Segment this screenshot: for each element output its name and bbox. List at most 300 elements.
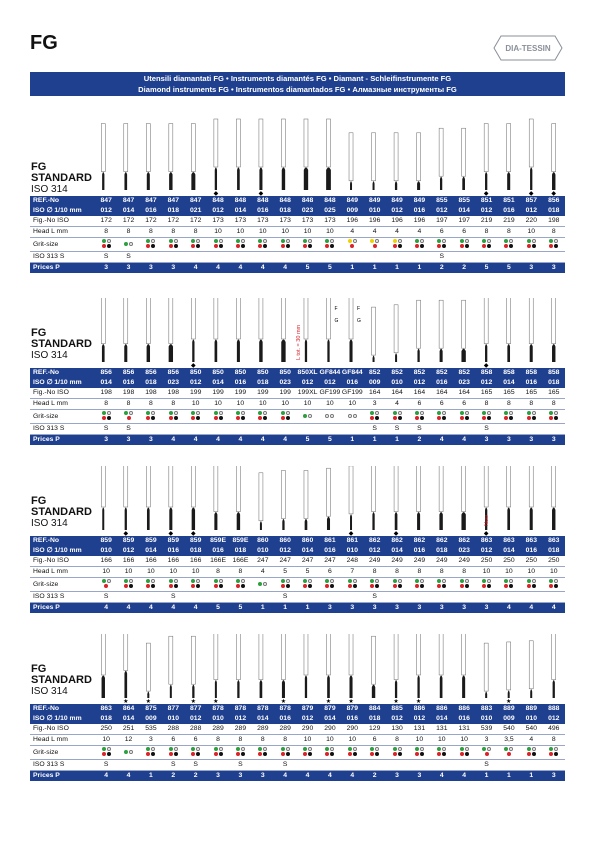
- spec-cell: [408, 252, 430, 263]
- grit-dot: [482, 579, 486, 583]
- bur-drawing: [326, 119, 331, 190]
- spec-cell: [319, 760, 341, 771]
- grit-dot: [348, 584, 352, 588]
- section-label-line: FG: [31, 495, 47, 507]
- spec-cell: 884: [364, 704, 386, 714]
- spec-cell: [229, 410, 251, 424]
- grit-dot: [281, 747, 285, 751]
- grit-dot: [460, 747, 464, 751]
- grit-dots: [415, 579, 424, 588]
- star-icon: ★: [393, 699, 399, 704]
- grit-dot: [241, 416, 245, 420]
- grit-dot: [549, 747, 553, 751]
- bur-drawing: [236, 634, 240, 698]
- grit-dot: [482, 416, 486, 420]
- spec-cell: [498, 592, 520, 603]
- grit-dots: [325, 747, 334, 756]
- spec-cell: 164: [364, 388, 386, 399]
- grit-dot: [241, 584, 245, 588]
- spec-cell: 5: [274, 567, 296, 578]
- grit-dot: [146, 752, 150, 756]
- grit-dots: [504, 411, 513, 420]
- spec-cell: 864: [117, 704, 139, 714]
- spec-cell: 10: [252, 399, 274, 410]
- bur-shank: [214, 634, 218, 680]
- grit-dot: [169, 752, 173, 756]
- spec-cell: 172: [185, 216, 207, 227]
- svg-text:DIA-TESSIN: DIA-TESSIN: [505, 44, 551, 53]
- spec-cell: 4: [364, 227, 386, 238]
- bur-head: [350, 514, 352, 530]
- bur-head: [147, 344, 150, 362]
- spec-cell: [252, 238, 274, 252]
- grit-dot: [263, 752, 267, 756]
- bur-drawing: [507, 466, 511, 530]
- spec-cell: [520, 424, 542, 435]
- spec-cell: 166: [95, 556, 117, 567]
- grit-dots: [482, 579, 491, 588]
- spec-cell: 018: [543, 546, 566, 556]
- bur-shank: [304, 634, 308, 675]
- bur-shank: [327, 468, 331, 516]
- bur-head: [417, 349, 419, 362]
- grit-dots: [124, 242, 133, 246]
- bur-shank: [124, 634, 128, 670]
- grit-dots: [527, 747, 536, 756]
- spec-cell: 249: [453, 556, 475, 567]
- grit-dots: [415, 747, 424, 756]
- grit-dot: [146, 579, 150, 583]
- bur-shank: [552, 124, 556, 172]
- bur-shank: [484, 124, 488, 172]
- bur-drawing: [304, 298, 308, 362]
- grit-dot: [129, 242, 133, 246]
- grit-dot: [485, 752, 489, 756]
- grit-dot: [151, 579, 155, 583]
- spec-cell: 012: [386, 206, 408, 216]
- spec-cell: 018: [364, 714, 386, 724]
- spec-cell: 8: [543, 735, 566, 746]
- grit-dot: [303, 747, 307, 751]
- spec-cell: 8: [117, 399, 139, 410]
- grit-dot: [353, 747, 357, 751]
- star-icon: ★: [145, 699, 152, 704]
- grit-dot: [527, 416, 531, 420]
- spec-cell: 289: [274, 724, 296, 735]
- spec-cell: [229, 252, 251, 263]
- grit-dot: [191, 579, 195, 583]
- spec-cell: 249: [408, 556, 430, 567]
- grit-dot: [303, 579, 307, 583]
- grit-dot: [527, 411, 531, 415]
- spec-cell: 220: [520, 216, 542, 227]
- spec-cell: [229, 592, 251, 603]
- bur-drawing: [191, 124, 195, 190]
- grit-dot: [303, 239, 307, 243]
- spec-cell: 540: [520, 724, 542, 735]
- bur-shank: [169, 124, 173, 172]
- spec-cell: 165: [520, 388, 542, 399]
- grit-dots: [191, 239, 200, 248]
- spec-cell: 196: [386, 216, 408, 227]
- spec-cell: 8: [386, 735, 408, 746]
- spec-cell: S: [386, 424, 408, 435]
- spec-cell: 3,5: [498, 735, 520, 746]
- grit-dot: [151, 752, 155, 756]
- grit-dot: [487, 747, 491, 751]
- grit-dot: [330, 579, 334, 583]
- spec-cell: [95, 578, 117, 592]
- grit-dots: [236, 579, 245, 588]
- spec-cell: 012: [296, 378, 318, 388]
- grit-dot: [504, 584, 508, 588]
- bur-drawing: [372, 466, 376, 530]
- grit-dot: [507, 752, 511, 756]
- spec-cell: 4: [185, 263, 207, 274]
- spec-cell: 10: [95, 735, 117, 746]
- spec-cell: 8: [453, 567, 475, 578]
- spec-cell: 3: [543, 771, 566, 782]
- spec-cell: 7: [341, 567, 363, 578]
- grit-dots: [460, 411, 469, 420]
- grit-dot: [348, 752, 352, 756]
- spec-cell: 886: [431, 704, 453, 714]
- bur-drawing: [484, 298, 489, 368]
- grit-dot: [532, 752, 536, 756]
- spec-cell: 172: [162, 216, 184, 227]
- spec-cell: 1: [296, 603, 318, 614]
- spec-cell: 8: [431, 567, 453, 578]
- row-label: Fig.-No ISO: [30, 556, 95, 567]
- spec-cell: 847: [140, 196, 162, 206]
- grit-dot: [460, 584, 464, 588]
- bur-shank: [372, 636, 376, 684]
- spec-cell: 8: [207, 735, 229, 746]
- spec-cell: 850: [252, 368, 274, 378]
- grit-dot: [325, 244, 329, 248]
- bur-drawing: [191, 298, 196, 368]
- spec-cell: 3: [140, 263, 162, 274]
- grit-dot: [236, 411, 240, 415]
- spec-cell: 8: [475, 399, 497, 410]
- spec-cell: 878: [252, 704, 274, 714]
- spec-cell: 012: [319, 378, 341, 388]
- spec-cell: 014: [453, 206, 475, 216]
- spec-cell: [453, 760, 475, 771]
- grit-dot: [504, 747, 508, 751]
- spec-cell: 173: [252, 216, 274, 227]
- star-icon: ★: [325, 699, 332, 704]
- grit-dot: [219, 416, 223, 420]
- grit-dot: [415, 584, 419, 588]
- spec-cell: 857: [520, 196, 542, 206]
- grit-dot: [241, 244, 245, 248]
- spec-cell: 10: [296, 227, 318, 238]
- grit-dot: [124, 750, 128, 754]
- spec-cell: 862: [386, 536, 408, 546]
- grit-dot: [393, 411, 397, 415]
- spec-cell: 535: [140, 724, 162, 735]
- bur-drawing: [439, 634, 443, 698]
- spec-cell: 247: [274, 556, 296, 567]
- spec-cell: [252, 592, 274, 603]
- spec-cell: 878: [274, 704, 296, 714]
- grit-dot: [124, 411, 128, 415]
- grit-dots: [214, 411, 223, 420]
- grit-dot: [107, 752, 111, 756]
- spec-cell: 3: [117, 435, 139, 446]
- spec-cell: 5: [498, 263, 520, 274]
- bur-head: [395, 181, 397, 190]
- grit-dot: [219, 239, 223, 243]
- bur-shank: [191, 124, 195, 172]
- spec-cell: 023: [453, 546, 475, 556]
- grit-dot: [219, 752, 223, 756]
- spec-cell: 850: [185, 368, 207, 378]
- spec-cell: 4: [319, 771, 341, 782]
- bur-shank: [552, 298, 556, 344]
- spec-cell: [408, 760, 430, 771]
- grit-dot: [308, 752, 312, 756]
- grit-dots: [460, 239, 469, 248]
- grit-dot: [375, 239, 379, 243]
- spec-cell: 173: [229, 216, 251, 227]
- grit-dots: [325, 239, 334, 248]
- spec-cell: 3: [520, 263, 542, 274]
- spec-row-prices: [30, 263, 565, 274]
- grit-dot: [263, 582, 267, 586]
- bur-drawing: [169, 466, 174, 536]
- spec-cell: 1: [475, 771, 497, 782]
- bur-head: [552, 172, 555, 190]
- grit-dot: [151, 244, 155, 248]
- grit-dot: [504, 579, 508, 583]
- grit-dot: [174, 411, 178, 415]
- grit-dot: [191, 584, 195, 588]
- spec-cell: [95, 238, 117, 252]
- spec-cell: S: [162, 760, 184, 771]
- spec-cell: S: [95, 424, 117, 435]
- grit-dot: [442, 579, 446, 583]
- spec-cell: [475, 238, 497, 252]
- grit-dot: [393, 584, 397, 588]
- spec-cell: 165: [475, 388, 497, 399]
- spec-row-ref: [30, 704, 565, 714]
- row-label: ISO ∅ 1/10 mm: [30, 206, 95, 216]
- spec-cell: [498, 410, 520, 424]
- row-label: Fig.-No ISO: [30, 724, 95, 735]
- bur-head: [237, 512, 240, 530]
- grit-dot: [258, 411, 262, 415]
- diamond-icon: ◆: [258, 191, 264, 196]
- spec-cell: 1: [408, 263, 430, 274]
- spec-cell: [341, 760, 363, 771]
- spec-cell: 010: [162, 714, 184, 724]
- spec-cell: 198: [95, 388, 117, 399]
- spec-cell: 3: [543, 435, 566, 446]
- diamond-icon: ◆: [551, 191, 557, 196]
- grit-dot: [549, 584, 553, 588]
- bur-head: [439, 512, 442, 530]
- grit-dot: [129, 411, 133, 415]
- spec-cell: 131: [453, 724, 475, 735]
- bur-drawing: [236, 298, 240, 362]
- spec-cell: [475, 578, 497, 592]
- grit-dot: [420, 747, 424, 751]
- spec-row-fig: [30, 724, 565, 735]
- bur-head: [125, 508, 127, 531]
- spec-cell: 849: [341, 196, 363, 206]
- spec-cell: [341, 238, 363, 252]
- spec-cell: 8: [140, 227, 162, 238]
- spec-cell: 018: [162, 206, 184, 216]
- spec-cell: 8: [162, 227, 184, 238]
- spec-cell: 862: [453, 536, 475, 546]
- bur-illustrations: [30, 298, 565, 368]
- grit-dot: [398, 244, 402, 248]
- bur-shank: [439, 466, 443, 512]
- spec-cell: 289: [252, 724, 274, 735]
- spec-cell: 012: [408, 378, 430, 388]
- bur-drawing: [552, 298, 556, 362]
- grit-dot: [549, 752, 553, 756]
- spec-cell: 10: [498, 567, 520, 578]
- bur-head: [327, 340, 329, 363]
- spec-cell: 878: [207, 704, 229, 714]
- grit-dot: [196, 752, 200, 756]
- bur-head: [147, 172, 150, 190]
- grit-dot: [196, 239, 200, 243]
- bur-drawing: [461, 300, 465, 362]
- grit-dot: [263, 411, 267, 415]
- bur-shank: [372, 466, 376, 512]
- bur-shank: [507, 298, 511, 344]
- spec-row-iso: [30, 546, 565, 556]
- grit-dot: [303, 244, 307, 248]
- bur-drawing: [214, 119, 219, 196]
- grit-dot: [169, 244, 173, 248]
- grit-dot: [370, 752, 374, 756]
- grit-dot: [151, 411, 155, 415]
- grit-dot: [353, 239, 357, 243]
- grit-dot: [281, 752, 285, 756]
- spec-cell: [185, 410, 207, 424]
- grit-dot: [214, 584, 218, 588]
- spec-cell: 1: [274, 603, 296, 614]
- spec-table: [30, 704, 565, 781]
- spec-cell: [207, 760, 229, 771]
- spec-cell: 8: [95, 227, 117, 238]
- bur-head: [192, 340, 194, 363]
- spec-cell: 165: [498, 388, 520, 399]
- grit-dot: [393, 579, 397, 583]
- bur-shank: [417, 300, 421, 348]
- bur-shank: [236, 119, 240, 167]
- spec-cell: 018: [431, 546, 453, 556]
- grit-dot: [437, 747, 441, 751]
- grit-dot: [487, 239, 491, 243]
- grit-dot: [236, 239, 240, 243]
- bur-drawing: [349, 133, 353, 190]
- grit-dot: [527, 579, 531, 583]
- bur-drawing: [236, 119, 240, 190]
- bur-head: [170, 685, 172, 698]
- spec-row-head: [30, 735, 565, 746]
- bur-shank: [349, 466, 353, 514]
- spec-cell: [296, 746, 318, 760]
- grit-dot: [174, 416, 178, 420]
- grit-dot: [487, 244, 491, 248]
- spec-cell: 10: [475, 567, 497, 578]
- bur-shank: [304, 471, 308, 519]
- spec-cell: [162, 578, 184, 592]
- grit-dot: [460, 752, 464, 756]
- bur-drawing: [551, 124, 556, 196]
- bur-drawing: [213, 634, 218, 704]
- spec-cell: 014: [319, 714, 341, 724]
- grit-dot: [286, 584, 290, 588]
- grit-dot: [554, 244, 558, 248]
- bur-head: [281, 340, 285, 363]
- bur-shank: [304, 298, 308, 339]
- bur-head: [282, 680, 285, 698]
- spec-row-head: [30, 399, 565, 410]
- bur-shank: [214, 119, 218, 167]
- spec-cell: 012: [543, 714, 566, 724]
- grit-dot: [415, 416, 419, 420]
- spec-cell: [296, 410, 318, 424]
- bur-shank: [394, 466, 398, 512]
- spec-cell: 023: [453, 378, 475, 388]
- bur-drawing: [461, 466, 465, 530]
- spec-cell: 10: [520, 227, 542, 238]
- spec-cell: 164: [408, 388, 430, 399]
- grit-dot: [107, 747, 111, 751]
- spec-cell: 009: [498, 714, 520, 724]
- spec-cell: 848: [296, 196, 318, 206]
- section-label-line: ISO 314: [31, 686, 68, 697]
- bur-drawing: [146, 466, 150, 530]
- spec-cell: 852: [431, 368, 453, 378]
- spec-cell: 3: [117, 263, 139, 274]
- spec-cell: [207, 578, 229, 592]
- spec-cell: 10: [117, 567, 139, 578]
- row-label: Head L mm: [30, 735, 95, 746]
- spec-cell: 016: [408, 546, 430, 556]
- spec-cell: 8: [543, 399, 566, 410]
- spec-cell: 010: [207, 714, 229, 724]
- spec-cell: 4: [252, 567, 274, 578]
- spec-cell: 859: [140, 536, 162, 546]
- bur-drawing: [259, 298, 263, 362]
- spec-cell: 250: [520, 556, 542, 567]
- bur-head: [237, 340, 240, 363]
- bur-drawing: [327, 298, 331, 362]
- spec-cell: 8: [543, 227, 566, 238]
- grit-dot: [415, 411, 419, 415]
- spec-cell: 196: [364, 216, 386, 227]
- grit-dot: [437, 579, 441, 583]
- grit-dot: [437, 411, 441, 415]
- spec-cell: 878: [229, 704, 251, 714]
- spec-cell: 016: [408, 206, 430, 216]
- grit-dot: [330, 747, 334, 751]
- grit-dot: [214, 579, 218, 583]
- grit-dots: [370, 747, 379, 756]
- spec-cell: [296, 578, 318, 592]
- spec-cell: 10: [185, 567, 207, 578]
- grit-dot: [554, 747, 558, 751]
